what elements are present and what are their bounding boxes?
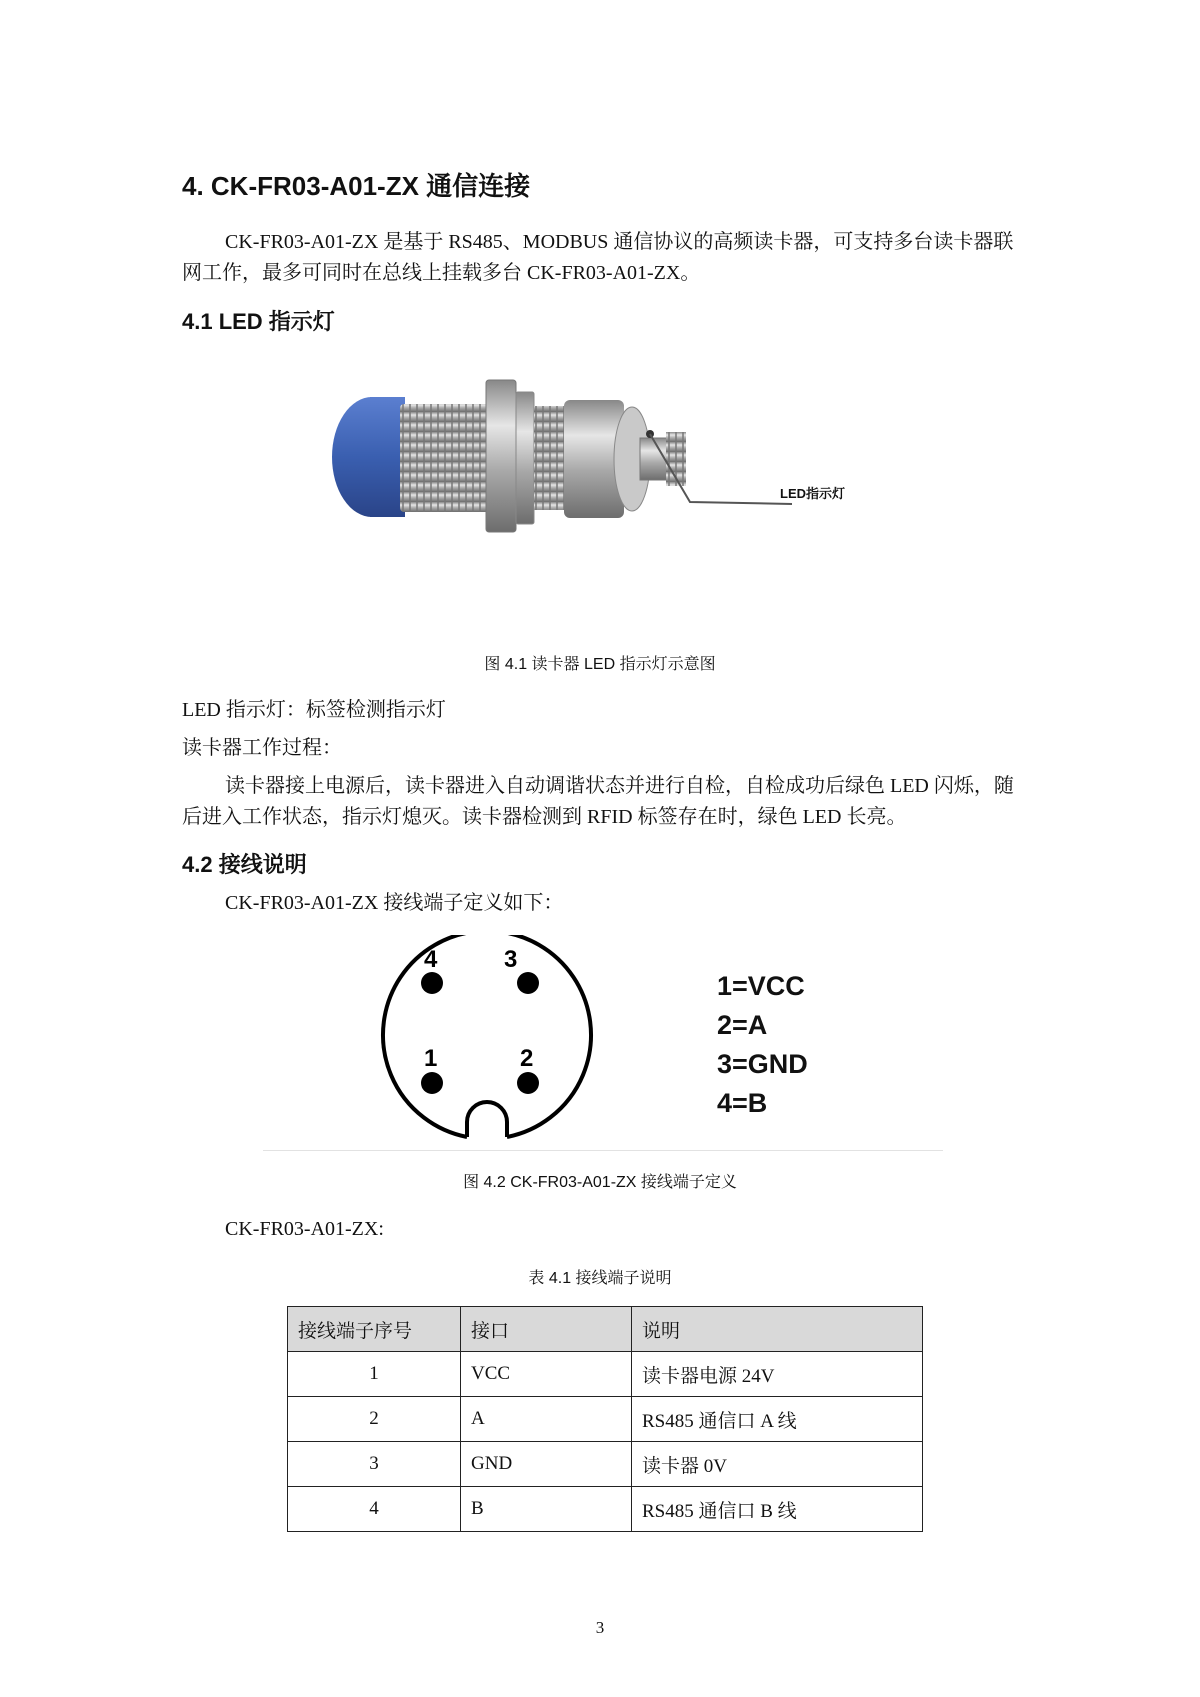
reader-illustration [320, 362, 880, 577]
work-process-text: 读卡器接上电源后，读卡器进入自动调谐状态并进行自检，自检成功后绿色 LED 闪烁，随后进入工作状态，指示灯熄灭。读卡器检测到 RFID 标签存在时，绿色 LED 长亮。 [182, 775, 1014, 828]
reader-nut [486, 380, 516, 532]
pin-legend-2: 2=A [717, 1010, 768, 1040]
pin-3 [517, 972, 539, 994]
table-cell: 2 [288, 1397, 461, 1442]
table-header-row [288, 1307, 923, 1352]
page-number: 3 [595, 1618, 605, 1637]
led-description: LED 指示灯：标签检测指示灯 [182, 699, 446, 721]
table-cell: 读卡器电源 24V [632, 1352, 923, 1397]
figure-4-2-caption: 图 4.2 CK-FR03-A01-ZX 接线端子定义 [463, 1174, 737, 1191]
table-header-terminal: 接线端子序号 [288, 1307, 461, 1352]
led-section-title: 4.1 LED 指示灯 [182, 309, 335, 334]
table-header-description: 说明 [632, 1307, 923, 1352]
pin-2 [517, 1072, 539, 1094]
table-cell: A [461, 1397, 632, 1442]
table-row [288, 1487, 923, 1532]
table-cell: RS485 通信口 B 线 [632, 1487, 923, 1532]
pin-legend-1: 1=VCC [717, 971, 805, 1001]
pin-legend [717, 967, 808, 1123]
pin-4 [421, 972, 443, 994]
pin-label-4: 4 [424, 946, 438, 973]
section-intro: CK-FR03-A01-ZX 是基于 RS485、MODBUS 通信协议的高频读卡器，可支持多台读卡器联网工作，最多可同时在总线上挂载多台 CK-FR03-A01-ZX。 [182, 231, 1014, 284]
wiring-section-title: 4.2 接线说明 [182, 852, 307, 877]
table-row [288, 1352, 923, 1397]
table-cell: B [461, 1487, 632, 1532]
work-process-label: 读卡器工作过程： [182, 737, 342, 759]
table-cell: 3 [288, 1442, 461, 1487]
figure-divider [263, 1150, 943, 1151]
pin-legend-3: 3=GND [717, 1049, 808, 1079]
connector-pinout [372, 935, 602, 1145]
table-cell: 1 [288, 1352, 461, 1397]
table-cell: 读卡器 0V [632, 1442, 923, 1487]
model-label: CK-FR03-A01-ZX: [225, 1218, 384, 1240]
table-4-1-caption: 表 4.1 接线端子说明 [528, 1270, 672, 1287]
reader-thread [400, 404, 490, 512]
table-cell: GND [461, 1442, 632, 1487]
table-header-interface: 接口 [461, 1307, 632, 1352]
terminal-table [287, 1306, 923, 1532]
pin-label-1: 1 [424, 1045, 438, 1072]
pin-label-3: 3 [504, 946, 518, 973]
table-cell: VCC [461, 1352, 632, 1397]
section-title: 4. CK-FR03-A01-ZX 通信连接 [182, 171, 531, 201]
wiring-intro: CK-FR03-A01-ZX 接线端子定义如下： [225, 892, 564, 914]
figure-4-1-caption: 图 4.1 读卡器 LED 指示灯示意图 [484, 656, 716, 673]
pin-legend-4: 4=B [717, 1088, 768, 1118]
pin-1 [421, 1072, 443, 1094]
table-cell: 4 [288, 1487, 461, 1532]
table-row [288, 1442, 923, 1487]
table-row [288, 1397, 923, 1442]
led-callout-label: LED指示灯 [780, 486, 846, 501]
table-cell: RS485 通信口 A 线 [632, 1397, 923, 1442]
pin-label-2: 2 [520, 1045, 534, 1072]
